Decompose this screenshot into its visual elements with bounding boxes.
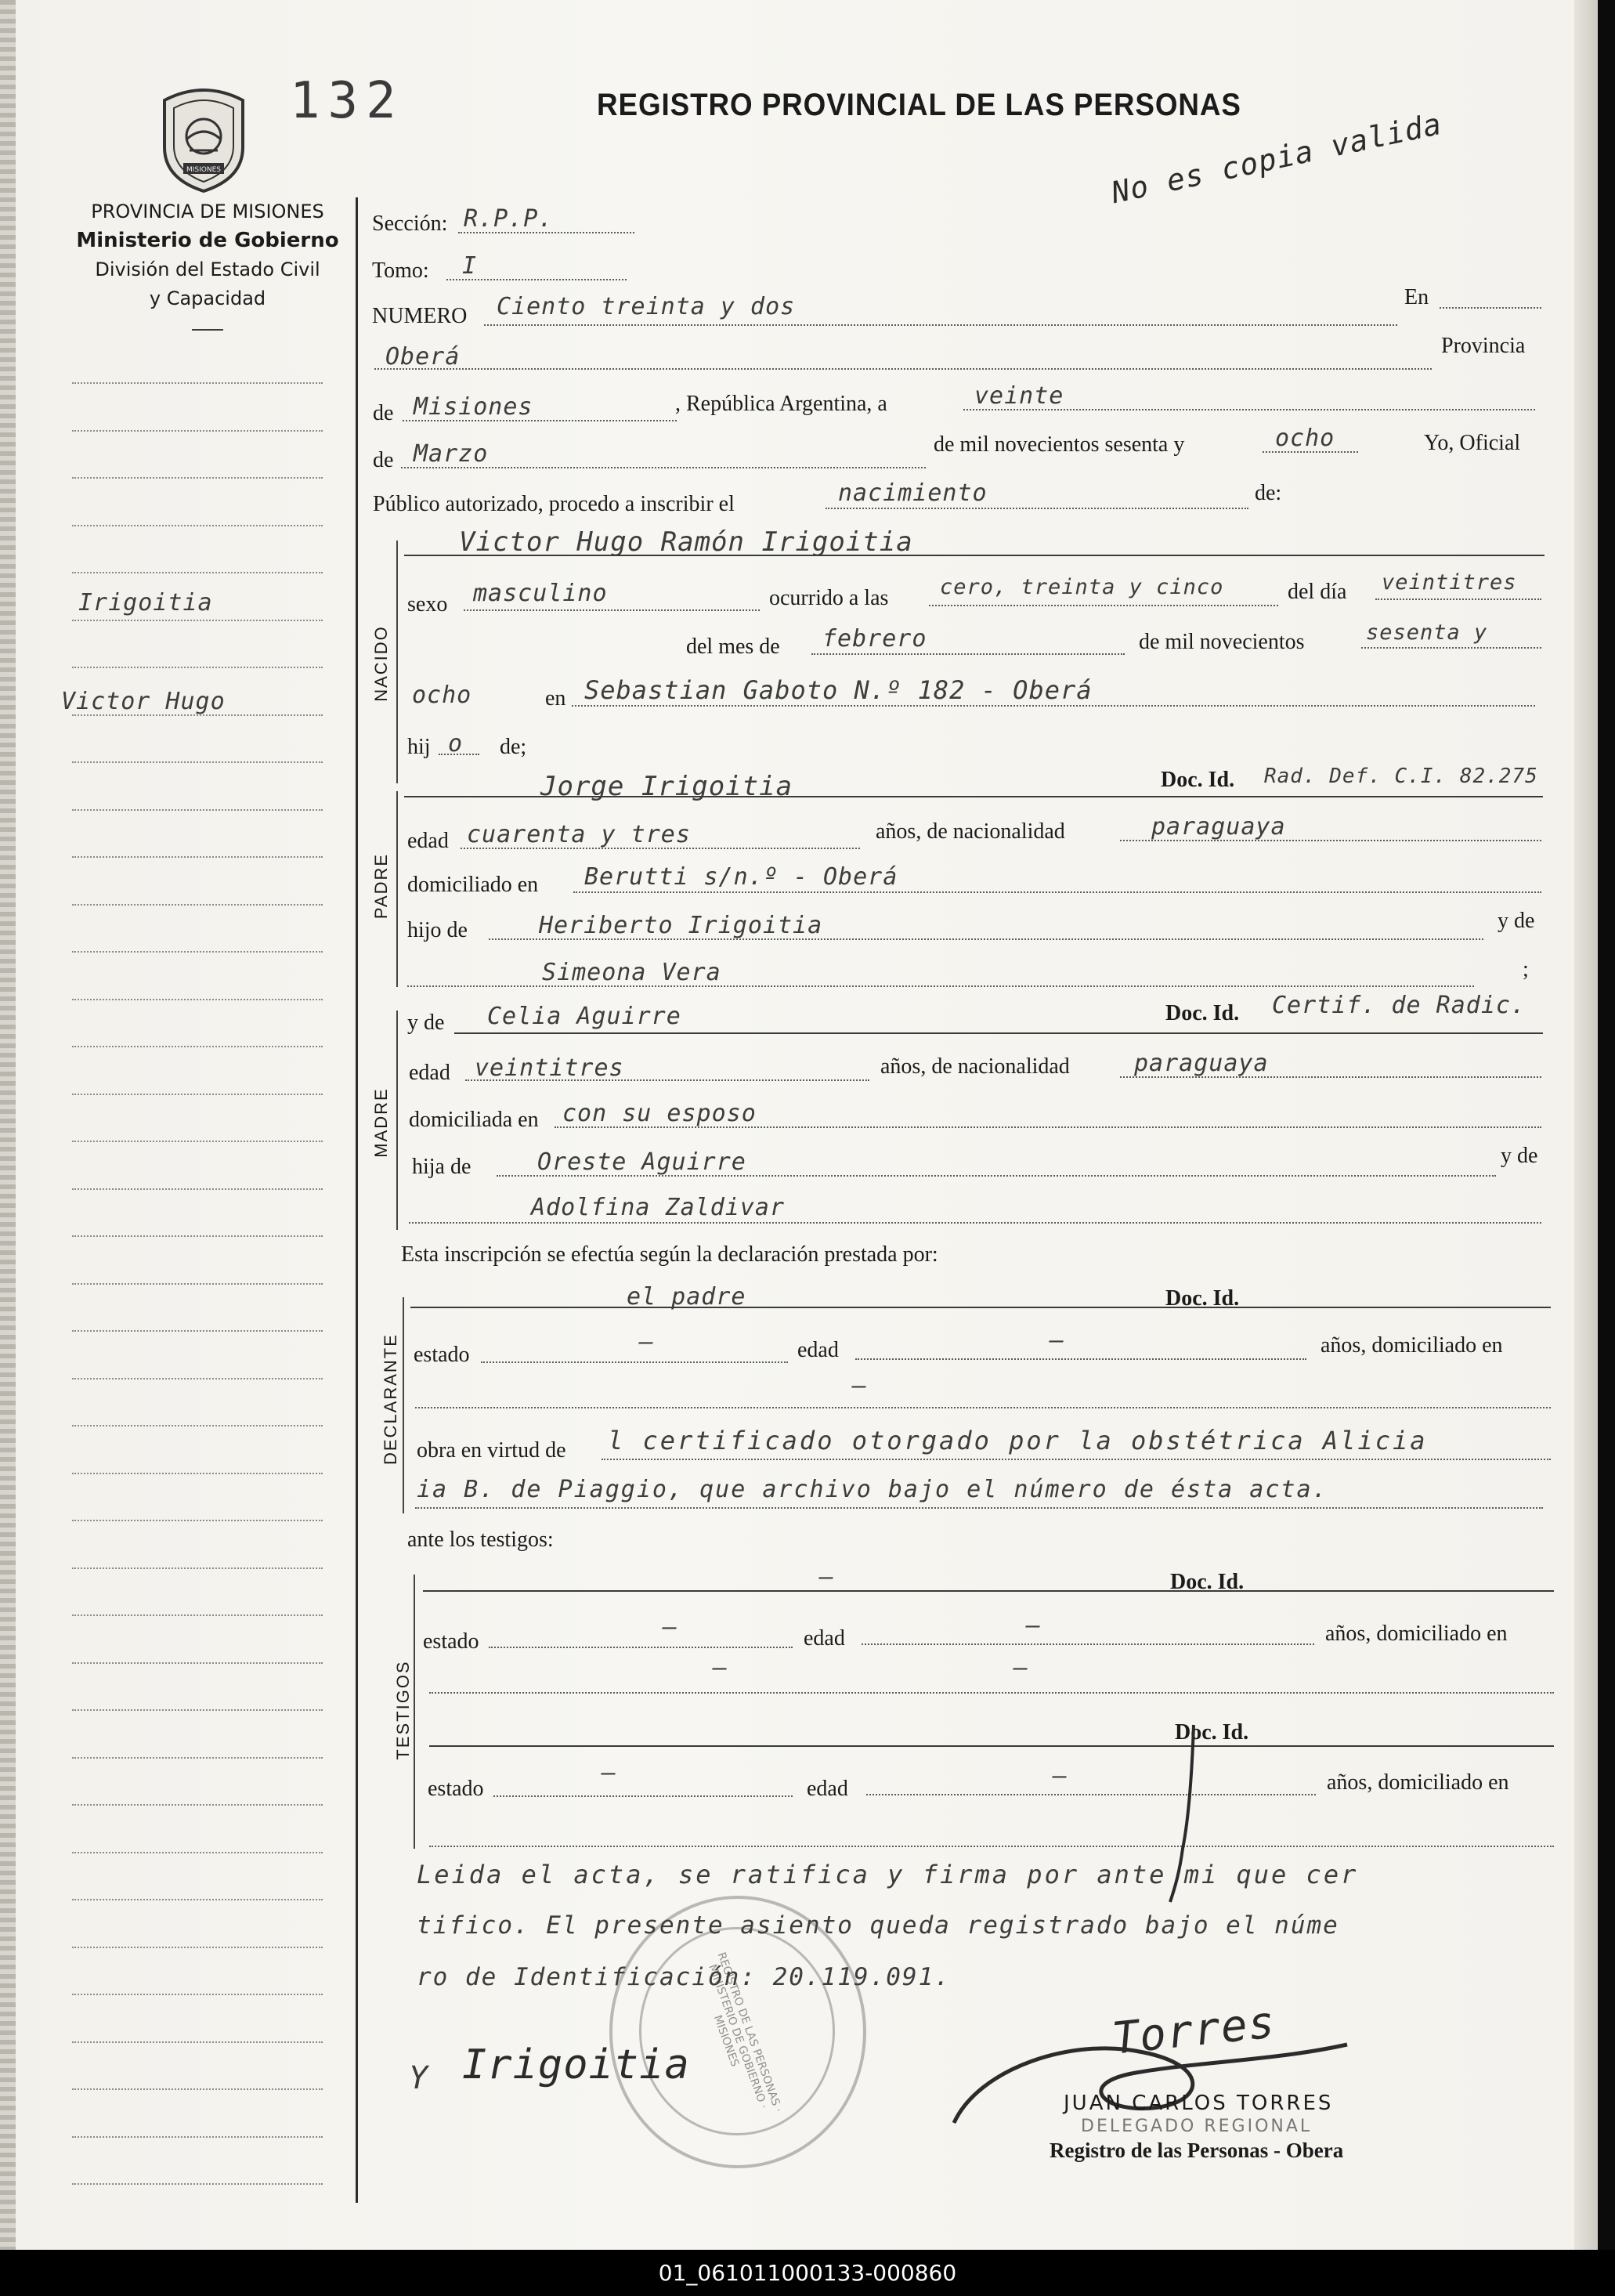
margin-rule-line <box>72 1520 323 1521</box>
declarante-anios-label: años, domiciliado en <box>1321 1333 1503 1358</box>
testigo1-dom-value-1: – <box>713 1654 728 1682</box>
madre-dom-value: con su esposo <box>562 1100 757 1127</box>
testigo1-estado-line <box>489 1647 793 1648</box>
testigo2-estado-label: estado <box>428 1777 484 1801</box>
madre-y-de-label: y de <box>407 1011 445 1035</box>
madre-doc-value: Certif. de Radic. <box>1272 992 1526 1019</box>
anio-line <box>1263 451 1358 453</box>
madre-bracket <box>396 1011 398 1230</box>
margin-rule-line <box>72 1709 323 1711</box>
tomo-label: Tomo: <box>372 259 429 283</box>
declarant-signature: Irigoitia <box>462 2041 690 2088</box>
padre-dom-label: domiciliado en <box>407 873 539 897</box>
testigo1-dom-value-2: – <box>1013 1654 1029 1682</box>
margin-rule-line <box>72 667 323 668</box>
de-label-1: de <box>373 401 394 425</box>
margin-rule-line <box>72 2136 323 2138</box>
nacido-name: Victor Hugo Ramón Irigoitia <box>459 526 913 558</box>
en-line <box>1440 307 1541 309</box>
padre-madre-de: Simeona Vera <box>542 959 721 986</box>
margin-rule-line <box>72 1994 323 1995</box>
provincia-value: Misiones <box>414 393 533 421</box>
declarante-doc-label: Doc. Id. <box>1165 1286 1240 1311</box>
nacido-name-line <box>404 555 1545 556</box>
anio-nac-line <box>1361 647 1541 649</box>
hora-line <box>929 605 1278 606</box>
madre-edad-line <box>465 1079 869 1081</box>
sexo-value: masculino <box>473 580 608 607</box>
testigo1-edad-value: – <box>1026 1612 1042 1640</box>
margin-rule-line <box>72 809 323 811</box>
padre-nac-label: años, de nacionalidad <box>876 819 1065 844</box>
margin-rule-line <box>72 856 323 858</box>
padre-semicolon: ; <box>1523 957 1529 982</box>
binding-spine <box>0 0 16 2250</box>
margin-rule-line <box>72 1662 323 1664</box>
testigo1-estado-value: – <box>663 1614 678 1641</box>
top-annotation: No es copia valida <box>1108 106 1445 211</box>
declarante-estado-value: – <box>639 1329 655 1356</box>
margin-rule-line <box>72 1614 323 1616</box>
madre-edad-label: edad <box>409 1061 450 1085</box>
madre-nac-line <box>1120 1076 1541 1078</box>
madre-edad-value: veintitres <box>475 1054 624 1082</box>
obra-line-1 <box>602 1459 1551 1460</box>
seccion-label: Sección: <box>372 212 448 236</box>
margin-rule-line <box>72 620 323 621</box>
margin-rule-line <box>72 1425 323 1426</box>
padre-doc-value: Rad. Def. C.I. 82.275 <box>1264 765 1538 788</box>
numero-label: NUMERO <box>372 304 468 328</box>
madre-section-label: MADRE <box>371 1087 391 1158</box>
padre-bracket <box>396 791 398 987</box>
de-semicolon-label: de; <box>500 735 527 759</box>
madre-madre-de-line <box>409 1222 1541 1224</box>
official-office: Registro de las Personas - Obera <box>1050 2139 1344 2162</box>
org-line-1: PROVINCIA DE MISIONES <box>91 201 324 222</box>
testigo2-estado-value: – <box>602 1759 617 1787</box>
hora-value: cero, treinta y cinco <box>940 575 1224 599</box>
provincia-label: Provincia <box>1441 334 1526 358</box>
margin-rule-line <box>72 2041 323 2043</box>
closing-line-2: tifico. El presente asiento queda registrado bajo el núme <box>417 1911 1339 1940</box>
margin-rule-line <box>72 951 323 953</box>
mil-label: de mil novecientos sesenta y <box>934 432 1185 457</box>
mes-line <box>401 467 926 468</box>
madre-name-line <box>454 1032 1543 1034</box>
official-name: JUAN CARLOS TORRES <box>1064 2092 1334 2115</box>
padre-edad-line <box>461 848 860 849</box>
provincial-emblem <box>155 85 252 194</box>
nacido-bracket <box>396 541 398 783</box>
page-number: 132 <box>290 72 404 130</box>
sexo-label: sexo <box>407 592 448 616</box>
testigo1-anios-label: años, domiciliado en <box>1325 1622 1508 1646</box>
margin-rule-line <box>72 761 323 763</box>
tipo-value: nacimiento <box>838 479 988 507</box>
margin-rule-line <box>72 1567 323 1569</box>
official-seal-text: REGISTRO DE LAS PERSONAS · MINISTERIO DE GOBIERNO · MISIONES <box>706 1951 785 2114</box>
lugar-nac-value: Sebastian Gaboto N.º 182 - Oberá <box>584 675 1093 705</box>
testigo1-doc-label: Doc. Id. <box>1170 1570 1245 1594</box>
testigo2-anios-label: años, domiciliado en <box>1327 1770 1509 1795</box>
mes-nac-label: del mes de <box>686 635 780 659</box>
padre-doc-label: Doc. Id. <box>1161 768 1235 792</box>
padre-madre-de-line <box>407 985 1474 987</box>
hijo-line <box>439 754 479 755</box>
margin-rule-line <box>72 525 323 526</box>
mes-value: Marzo <box>414 440 489 468</box>
en-label: En <box>1404 285 1429 309</box>
padre-padre-de: Heriberto Irigoitia <box>539 912 823 939</box>
numero-line <box>484 324 1397 326</box>
testigo1-name-line <box>423 1590 1554 1592</box>
tipo-line <box>826 508 1248 509</box>
padre-y-de-label: y de <box>1498 909 1535 933</box>
margin-rule-line <box>72 1804 323 1806</box>
obra-value-1: l certificado otorgado por la obstétrica Alicia <box>608 1426 1428 1455</box>
de-colon-label: de: <box>1255 481 1282 505</box>
margin-rule-line <box>72 477 323 479</box>
declarante-edad-label: edad <box>797 1338 839 1362</box>
testigos-section-label: TESTIGOS <box>393 1660 413 1760</box>
dia-nac-line <box>1375 598 1541 600</box>
official-signature: Torres <box>1110 1997 1278 2065</box>
org-block <box>55 197 360 313</box>
margin-rule-line <box>72 1899 323 1900</box>
margin-rule-line <box>72 999 323 1000</box>
margin-rule-line <box>72 1947 323 1948</box>
testigo1-name: – <box>819 1564 835 1591</box>
seccion-line <box>458 232 634 233</box>
testigo1-edad-label: edad <box>804 1626 845 1651</box>
anio-nac-value: sesenta y <box>1366 620 1488 645</box>
official-title: DELEGADO REGIONAL <box>1081 2117 1313 2136</box>
lugar-value: Oberá <box>385 343 461 371</box>
hijo-label: hij <box>407 735 431 759</box>
margin-rule-line <box>72 1378 323 1379</box>
org-line-2: Ministerio de Gobierno <box>76 229 339 252</box>
declarante-estado-label: estado <box>414 1343 470 1367</box>
testigo2-estado-line <box>493 1795 793 1797</box>
testigo2-doc-label: Doc. Id. <box>1175 1720 1249 1745</box>
margin-rule-line <box>72 2183 323 2185</box>
declarante-estado-line <box>481 1361 788 1363</box>
tomo-line <box>446 279 627 280</box>
padre-name-line <box>404 796 1543 797</box>
madre-padre-de-line <box>497 1175 1496 1177</box>
mil-nac-label: de mil novecientos <box>1139 630 1305 654</box>
margin-rule-line <box>72 1141 323 1142</box>
obra-line-2 <box>415 1507 1543 1509</box>
testigo2-edad-line <box>866 1794 1316 1795</box>
padre-name: Jorge Irigoitia <box>540 771 793 802</box>
declarante-edad-value: – <box>1050 1327 1065 1354</box>
lugar-line <box>374 368 1432 370</box>
anio-value: ocho <box>1275 425 1335 452</box>
testigos-intro: ante los testigos: <box>407 1528 554 1552</box>
margin-rule-line <box>72 1473 323 1474</box>
page-edge <box>1574 0 1598 2250</box>
padre-nac-value: paraguaya <box>1151 813 1286 841</box>
testigo2-edad-value: – <box>1053 1763 1068 1790</box>
testigo1-dom-line <box>429 1692 1554 1694</box>
de-label-2: de <box>373 448 394 472</box>
madre-hija-de-label: hija de <box>412 1155 471 1179</box>
declarante-name: el padre <box>627 1283 746 1311</box>
madre-dom-line <box>555 1126 1541 1128</box>
nacido-section-label: NACIDO <box>371 625 391 702</box>
hijo-value: o <box>448 730 464 757</box>
margin-rule-line <box>72 1757 323 1759</box>
margin-rule-line <box>72 382 323 384</box>
margin-rule-line <box>72 1283 323 1285</box>
margin-rule-line <box>72 572 323 573</box>
provincia-line <box>403 420 677 421</box>
declarante-dom-line <box>415 1407 1551 1408</box>
org-line-4: y Capacidad <box>149 287 266 309</box>
madre-name: Celia Aguirre <box>487 1003 681 1030</box>
footer-file-id: 01_061011000133-000860 <box>0 2250 1615 2296</box>
testigo2-dom-line <box>429 1846 1554 1847</box>
official-seal <box>609 1896 866 2168</box>
padre-section-label: PADRE <box>371 852 391 920</box>
declaracion-intro: Esta inscripción se efectúa según la declaración prestada por: <box>401 1242 938 1267</box>
padre-nac-line <box>1120 840 1541 841</box>
padre-hijo-de-label: hijo de <box>407 918 468 942</box>
anio-nac-value-2: ocho <box>412 682 472 709</box>
mes-nac-line <box>811 653 1125 655</box>
obra-label: obra en virtud de <box>417 1438 566 1463</box>
testigo1-edad-line <box>862 1643 1314 1645</box>
padre-padre-de-line <box>489 938 1483 940</box>
margin-rule-line <box>72 1046 323 1047</box>
main-vertical-rule <box>356 197 358 2203</box>
en-nac-label: en <box>545 686 566 710</box>
document-title: REGISTRO PROVINCIAL DE LAS PERSONAS <box>597 88 1241 122</box>
dia-line <box>963 409 1535 410</box>
republica-label: , República Argentina, a <box>675 392 887 416</box>
padre-dom-line <box>573 891 1541 893</box>
obra-value-2: ia B. de Piaggio, que archivo bajo el número de ésta acta. <box>417 1476 1328 1503</box>
yo-oficial-label: Yo, Oficial <box>1424 431 1521 455</box>
padre-dom-value: Berutti s/n.º - Oberá <box>584 863 898 891</box>
margin-surname: Irigoitia <box>78 589 213 616</box>
margin-rule-line <box>72 904 323 906</box>
padre-edad-value: cuarenta y tres <box>467 821 691 848</box>
org-line-3: División del Estado Civil <box>95 259 320 280</box>
org-underline <box>192 329 223 331</box>
mes-nac-value: febrero <box>822 625 927 653</box>
testigo2-name-line <box>429 1745 1554 1747</box>
madre-nac-label: años, de nacionalidad <box>880 1054 1070 1079</box>
ocurrido-label: ocurrido a las <box>769 586 889 610</box>
margin-given-name: Victor Hugo <box>61 688 226 715</box>
margin-rule-line <box>72 2088 323 2090</box>
margin-rule-line <box>72 430 323 432</box>
dia-nac-value: veintitres <box>1382 570 1517 595</box>
declarante-bracket <box>403 1297 404 1513</box>
testigos-bracket <box>414 1575 415 1849</box>
margin-rule-line <box>72 1094 323 1095</box>
margin-rule-line <box>72 1852 323 1853</box>
madre-dom-label: domiciliada en <box>409 1108 539 1132</box>
declarante-edad-line <box>855 1358 1306 1360</box>
testigo1-estado-label: estado <box>423 1629 479 1654</box>
sexo-line <box>464 609 760 611</box>
margin-rule-line <box>72 1330 323 1332</box>
dia-value: veinte <box>974 382 1064 410</box>
declarante-name-line <box>410 1307 1551 1308</box>
madre-y-de-label-2: y de <box>1501 1144 1538 1168</box>
publico-label: Público autorizado, procedo a inscribir el <box>373 492 735 516</box>
y-mark: Y <box>409 2060 429 2096</box>
margin-rule-line <box>72 1235 323 1237</box>
emblem-text: MISIONES <box>186 166 222 174</box>
testigo2-edad-label: edad <box>807 1777 848 1801</box>
lugar-nac-line <box>572 705 1535 707</box>
declarante-section-label: DECLARANTE <box>381 1333 400 1465</box>
closing-line-1: Leida el acta, se ratifica y firma por ante mi que cer <box>417 1860 1359 1889</box>
numero-value: Ciento treinta y dos <box>497 293 796 320</box>
madre-padre-de: Oreste Aguirre <box>537 1148 746 1176</box>
seccion-value: R.P.P. <box>464 205 554 233</box>
del-dia-label: del día <box>1288 580 1347 604</box>
madre-nac-value: paraguaya <box>1134 1050 1269 1077</box>
declarante-dom-value: – <box>852 1372 868 1400</box>
madre-madre-de: Adolfina Zaldivar <box>531 1194 786 1221</box>
closing-line-3: ro de Identificación: 20.119.091. <box>417 1963 951 1991</box>
padre-edad-label: edad <box>407 829 449 853</box>
tomo-value: I <box>462 252 478 280</box>
margin-rule-line <box>72 1188 323 1190</box>
madre-doc-label: Doc. Id. <box>1165 1001 1240 1025</box>
